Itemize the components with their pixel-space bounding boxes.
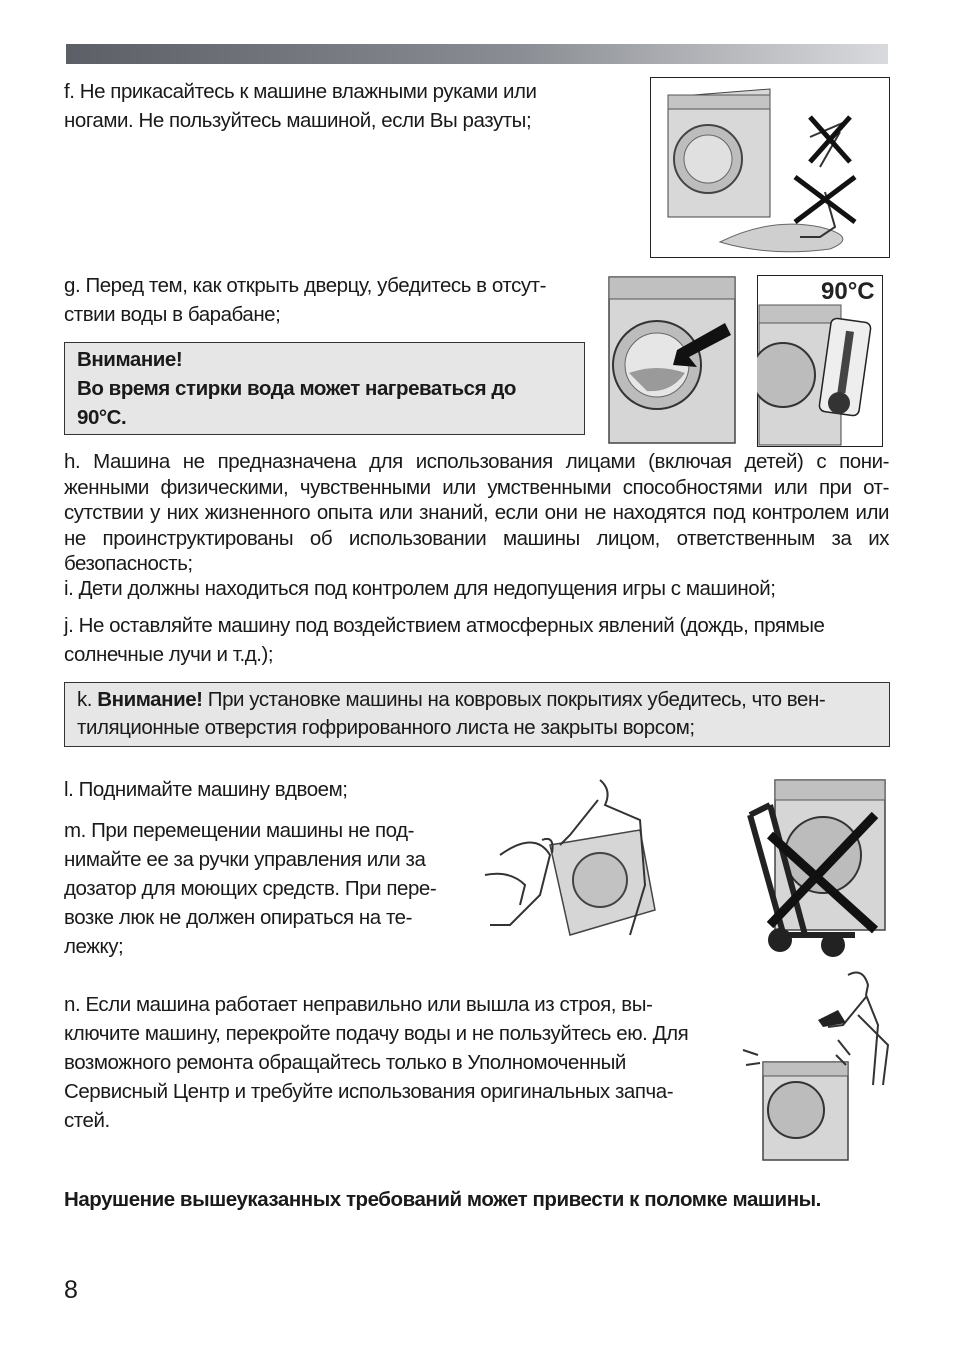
temperature-figure (757, 275, 883, 447)
item-l: l. Поднимайте машину вдвоем; (64, 778, 348, 801)
item-k-bold: Внимание! (97, 688, 203, 711)
header-bar (66, 44, 888, 64)
item-h: h. Машина не предназначена для использования лицами (включая детей) с пони-женными физическими, чувственными или умственными способностями или при от-сутствии у них жизненного опыта или знаний, если они не находятся под контролем или не проинструктированы об использовании машины лицом, ответственным за их безопасность; (64, 450, 889, 575)
item-k (77, 686, 879, 742)
temperature-label: 90°C (821, 278, 875, 305)
carpet-warning-box (64, 682, 890, 747)
item-g: g. Перед тем, как открыть дверцу, убедитесь в отсут-ствии воды в барабане; (64, 274, 546, 326)
wet-hands-figure (650, 77, 890, 258)
item-j: j. Не оставляйте машину под воздействием атмосферных явлений (дождь, прямые солнечные лучи и т.д.); (64, 614, 825, 666)
warning-text: Во время стирки вода может нагреваться до 90°C. (77, 377, 516, 429)
faulty-machine-figure (738, 965, 893, 1165)
item-n: n. Если машина работает неправильно или вышла из строя, вы-ключите машину, перекройте подачу воды и не пользуйтесь ею. Для возможного ремонта обращайтесь только в Уполномоченный Сервисный Центр и требуйте использования оригинальных запча-стей. (64, 993, 689, 1132)
item-m: m. При перемещении машины не под-нимайте ее за ручки управления или за дозатор для моющих средств. При пере-возке люк не должен опираться на те-лежку; (64, 819, 437, 958)
item-k-text: При установке машины на ковровых покрытиях убедитесь, что вен-тиляционные отверстия гофрированного листа не закрыты ворсом; (77, 688, 826, 739)
drum-water-figure (607, 275, 737, 445)
item-k-prefix: k. (77, 688, 98, 711)
item-f: f. Не прикасайтесь к машине влажными руками или ногами. Не пользуйтесь машиной, если Вы разуты; (64, 80, 537, 132)
two-people-lifting-figure (480, 775, 670, 945)
warning-box (64, 342, 585, 435)
item-i: i. Дети должны находиться под контролем для недопущения игры с машиной; (64, 577, 776, 600)
hand-truck-prohibited-figure (745, 775, 890, 960)
page-number: 8 (64, 1276, 78, 1304)
warning-title: Внимание! (77, 348, 183, 371)
footer-warning: Нарушение вышеуказанных требований может привести к поломке машины. (64, 1188, 821, 1211)
